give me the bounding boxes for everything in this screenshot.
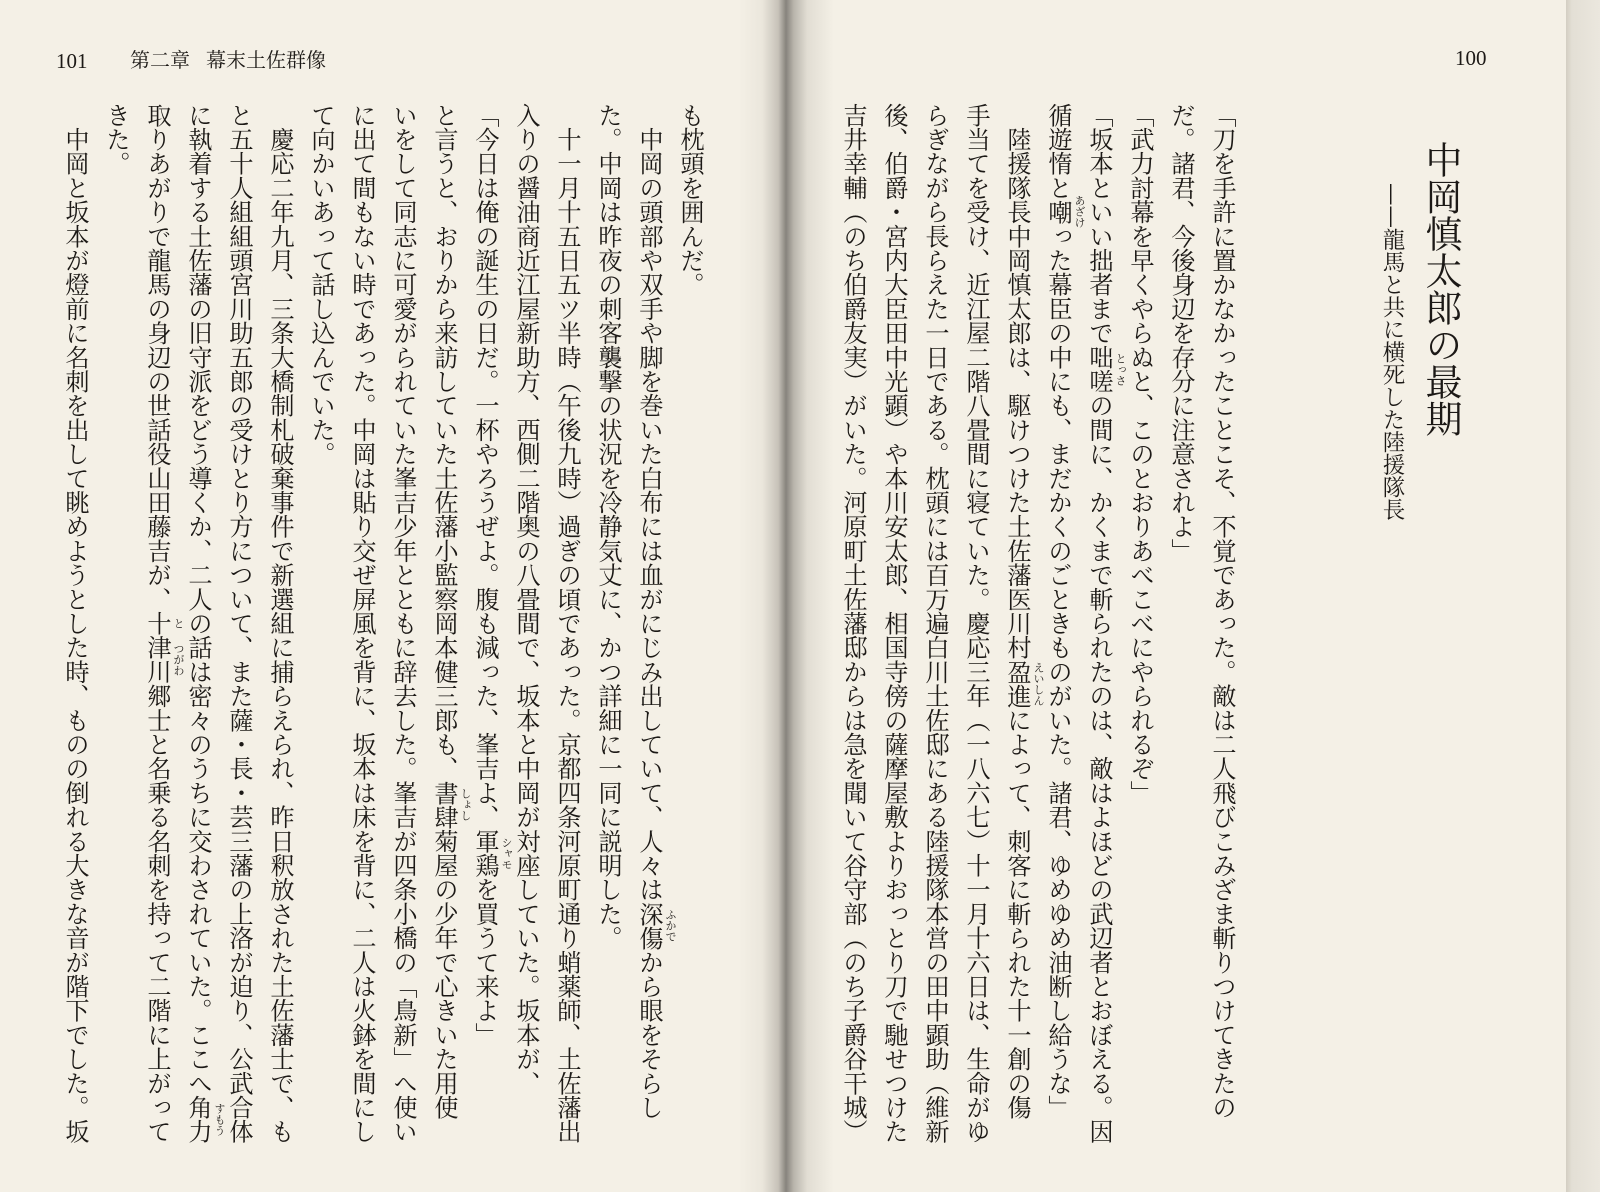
- text-run: 手当てを受け、近江屋二階八畳間に寝ていた。慶応三年（一八六七）十一月十六日は、生命がゆ: [962, 103, 990, 1144]
- text-run: いをして同志に可愛がられていた峯吉少年とともに辞去した。峯吉が四条小橋の「鳥新」へ使い: [389, 103, 417, 1144]
- text-run: 慶応二年九月、三条大橋制札破棄事件で新選組に捕らえられ、昨日釈放された土佐藩士で、も: [266, 103, 294, 1144]
- text-line: [1201, 103, 1242, 1163]
- text-line: [669, 103, 710, 1163]
- text-run: 陸援隊長中岡慎太郎は、駆けつけた土佐藩医川村: [1003, 103, 1031, 660]
- section-subtitle: ——龍馬と共に横死した陸援隊長: [1379, 183, 1405, 521]
- ruby-word: [1085, 345, 1127, 394]
- text-run: 取りあがりで龍馬の身辺の世話役山田藤吉が、: [143, 103, 171, 612]
- text-line: [218, 103, 259, 1163]
- ruby-base: 書肆: [430, 780, 458, 830]
- text-run: によって、刺客に斬られた十一創の傷: [1003, 708, 1031, 1120]
- ruby-word: [143, 635, 185, 684]
- text-run: 「今日は俺の誕生の日だ。一杯やろうぜよ。腹も減った、峯吉よ、: [471, 103, 499, 829]
- ruby-word: [635, 901, 677, 951]
- text-run: から眼をそらし: [635, 950, 663, 1120]
- text-line: [95, 103, 136, 1163]
- text-run: 「坂本といい拙者まで: [1085, 103, 1113, 345]
- text-run: の間に、かくまで斬られたのは、敵はよほどの武辺者とおぼえる。因: [1085, 393, 1113, 1144]
- text-run: 吉井幸輔（のち伯爵友実）がいた。河原町土佐藩邸からは急を聞いて谷守部（のち子爵谷干城）: [839, 103, 867, 1144]
- text-line: [1119, 103, 1160, 1163]
- text-line: [628, 103, 677, 1163]
- text-line: [546, 103, 587, 1163]
- text-line: [996, 103, 1045, 1163]
- ruby-word: [430, 780, 472, 830]
- text-run: 「刀を手許に置かなかったことこそ、不覚であった。敵は二人飛びこみざま斬りつけてきたの: [1208, 103, 1236, 1120]
- text-run: て向かいあって話し込んでいた。: [307, 103, 335, 466]
- furigana: あざけ: [1073, 195, 1086, 229]
- text-run: に出て間もない時であった。中岡は貼り交ぜ屏風を背に、坂本は床を背に、二人は火鉢を間にし: [348, 103, 376, 1144]
- chapter-label: 第二章: [130, 50, 190, 72]
- furigana: シャモ: [500, 836, 513, 870]
- text-run: だ。諸君、今後身辺を存分に注意されよ」: [1167, 103, 1195, 563]
- page-edge: [1566, 0, 1600, 1192]
- text-line: [955, 103, 996, 1163]
- furigana: しょし: [459, 788, 472, 822]
- furigana: ふかで: [664, 909, 677, 943]
- ruby-base: 角力: [184, 1095, 212, 1144]
- text-line: [54, 103, 95, 1163]
- text-line: [587, 103, 628, 1163]
- text-line: [914, 103, 955, 1163]
- text-line: [464, 103, 513, 1163]
- section-title: 中岡慎太郎の最期: [1419, 141, 1462, 437]
- ruby-word: [143, 611, 185, 636]
- text-line: [1078, 103, 1127, 1163]
- ruby-base: 咄嗟: [1085, 345, 1113, 394]
- ruby-base: 軍鶏: [471, 829, 499, 878]
- running-header: [130, 49, 326, 73]
- text-run: った幕臣の中にも、まだかくのごときものがいた。諸君、ゆめゆめ油断し給うな」: [1044, 224, 1072, 1120]
- left-page-body: [54, 103, 710, 1163]
- text-run: に執着する土佐藩の旧守派をどう導くか、二人の話は密々のうちに交わされていた。ここへ: [184, 103, 212, 1096]
- furigana: つがわ: [172, 643, 185, 677]
- furigana: と: [172, 617, 185, 629]
- text-run: と五十人組組頭宮川助五郎の受けとり方について、また薩・長・芸三藩の上洛が迫り、公武合体: [225, 103, 253, 1144]
- text-run: 中岡の頭部や双手や脚を巻いた白布には血がにじみ出していて、人々は: [635, 103, 663, 902]
- chapter-title: 幕末土佐群像: [206, 50, 326, 72]
- text-line: [832, 103, 873, 1163]
- text-run: も枕頭を囲んだ。: [676, 103, 704, 297]
- text-run: 循遊惰と: [1044, 103, 1072, 200]
- text-run: 十一月十五日五ツ半時（午後九時）過ぎの頃であった。京都四条河原町通り蛸薬師、土佐藩出: [553, 103, 581, 1144]
- text-line: [873, 103, 914, 1163]
- text-run: 後、伯爵・宮内大臣田中光顕）や本川安太郎、相国寺傍の薩摩屋敷よりおっとり刀で馳せつけた: [880, 103, 908, 1144]
- ruby-word: [1003, 659, 1045, 709]
- text-run: を買うて来よ」: [471, 877, 499, 1047]
- text-line: [1160, 103, 1201, 1163]
- text-run: た。中岡は昨夜の刺客襲撃の状況を冷静気丈に、かつ詳細に一同に説明した。: [594, 103, 622, 950]
- ruby-word: [471, 829, 513, 878]
- furigana: とっさ: [1114, 352, 1127, 386]
- ruby-base: 津川: [143, 635, 171, 684]
- ruby-word: [1044, 195, 1086, 229]
- text-run: 「武力討幕を早くやらぬと、このとおりあべこべにやられるぞ」: [1126, 103, 1154, 805]
- text-line: [341, 103, 382, 1163]
- ruby-base: 嘲: [1044, 199, 1072, 225]
- ruby-base: 盈進: [1003, 659, 1031, 709]
- text-line: [382, 103, 423, 1163]
- left-page-number: 101: [56, 49, 88, 73]
- text-line: [505, 103, 546, 1163]
- text-run: と言うと、おりから来訪していた土佐藩小監察岡本健三郎も、: [430, 103, 458, 781]
- text-line: [1037, 103, 1086, 1163]
- right-page-body: [832, 103, 1242, 1163]
- furigana: えいしん: [1032, 661, 1045, 706]
- text-run: 郷士と名乗る名刺を持って二階に上がって: [143, 683, 171, 1144]
- furigana: すもう: [213, 1102, 226, 1136]
- text-line: [300, 103, 341, 1163]
- right-page-number: 100: [1455, 46, 1487, 70]
- ruby-word: [184, 1095, 226, 1144]
- text-line: [259, 103, 300, 1163]
- text-line: [136, 103, 185, 1163]
- text-run: らぎながら長らえた一日である。枕頭には百万遍白川土佐邸にある陸援隊本営の田中顕助（維新: [921, 103, 949, 1144]
- ruby-base: 深傷: [635, 901, 663, 951]
- ruby-base: 十: [143, 611, 171, 636]
- text-line: [423, 103, 472, 1163]
- page-gutter-shadow: [738, 0, 834, 1192]
- text-run: きた。: [102, 103, 130, 176]
- text-run: 入りの醤油商近江屋新助方、西側二階奥の八畳間で、坂本と中岡が対座していた。坂本が、: [512, 103, 540, 1096]
- text-run: 中岡と坂本が燈前に名刺を出して眺めようとした時、ものの倒れる大きな音が階下でした。坂: [61, 103, 89, 1144]
- text-run: 菊屋の少年で心きいた用使: [430, 829, 458, 1120]
